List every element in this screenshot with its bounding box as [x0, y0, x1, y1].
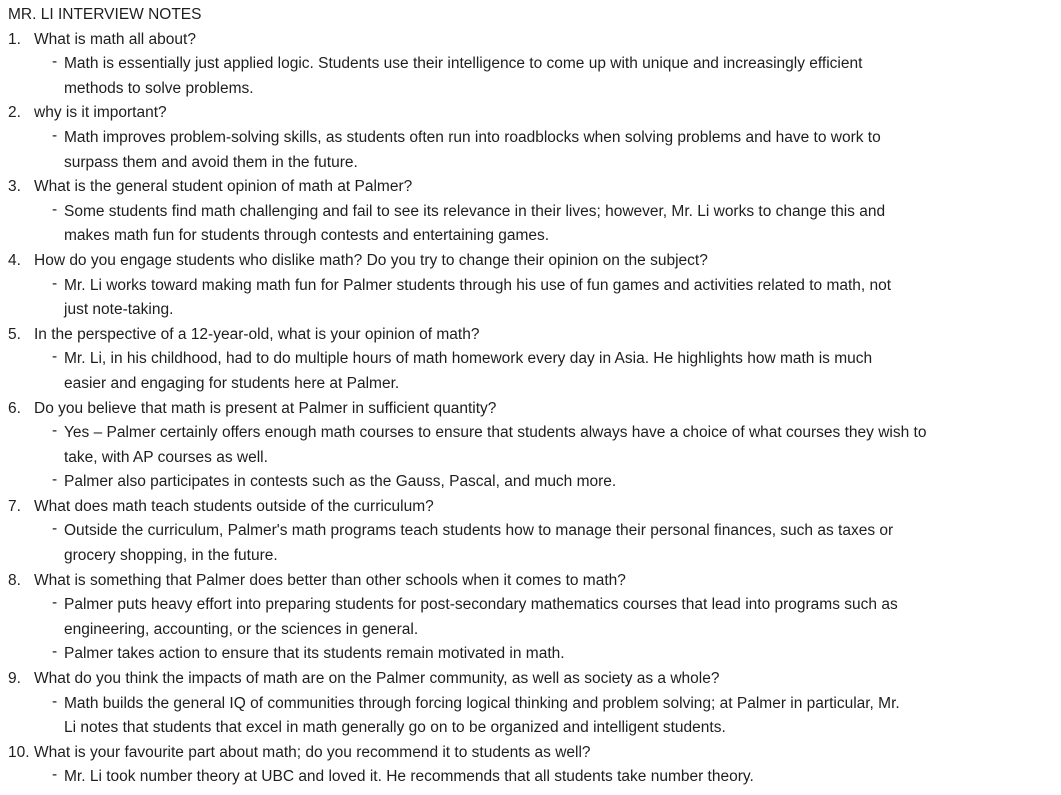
- answer-line: [8, 200, 1061, 225]
- bullet-dash: -: [52, 348, 58, 366]
- answer-line: [8, 765, 1061, 790]
- question-text: What is your favourite part about math; do you recommend it to students as well?: [34, 743, 591, 761]
- answer-text: Palmer puts heavy effort into preparing students for post-secondary mathematics courses that lead into programs such as: [64, 596, 898, 614]
- answer-text: Math builds the general IQ of communities through forcing logical thinking and problem solving; at Palmer in particular, Mr.: [64, 694, 900, 712]
- answer-text: easier and engaging for students here at Palmer.: [64, 374, 400, 392]
- answer-text: makes math fun for students through contests and entertaining games.: [64, 227, 550, 245]
- question-number: 8.: [8, 571, 21, 589]
- answer-line: [8, 372, 1061, 397]
- question-text: How do you engage students who dislike math? Do you try to change their opinion on the subject?: [34, 251, 708, 269]
- bullet-dash: -: [52, 422, 58, 440]
- answer-text: just note-taking.: [64, 301, 174, 319]
- answer-text: methods to solve problems.: [64, 79, 254, 97]
- bullet-dash: -: [52, 643, 58, 661]
- answer-line: [8, 126, 1061, 151]
- answer-text: Math is essentially just applied logic. Students use their intelligence to come up with unique and increasingly efficient: [64, 55, 863, 73]
- question: [8, 495, 1061, 520]
- bullet-dash: -: [52, 520, 58, 538]
- bullet-dash: -: [52, 53, 58, 71]
- answer-line: [8, 224, 1061, 249]
- question-item: [8, 249, 1061, 323]
- answer-line: [8, 298, 1061, 323]
- question: [8, 323, 1061, 348]
- answer-line: [8, 642, 1061, 667]
- answer-text: Mr. Li, in his childhood, had to do multiple hours of math homework every day in Asia. He highlights how math is much: [64, 350, 873, 368]
- answer-text: Yes – Palmer certainly offers enough math courses to ensure that students always have a choice of what courses they wish to: [64, 424, 927, 442]
- question-text: What does math teach students outside of the curriculum?: [34, 497, 434, 515]
- question-list: [8, 28, 1061, 790]
- answer-text: grocery shopping, in the future.: [64, 547, 278, 565]
- bullet-dash: -: [52, 594, 58, 612]
- question-text: What do you think the impacts of math are on the Palmer community, as well as society as a whole?: [34, 670, 720, 688]
- answer-line: [8, 519, 1061, 544]
- bullet-dash: -: [52, 766, 58, 784]
- bullet-dash: -: [52, 200, 58, 218]
- question: [8, 667, 1061, 692]
- answer-text: Palmer takes action to ensure that its students remain motivated in math.: [64, 645, 565, 663]
- answer-text: engineering, accounting, or the sciences in general.: [64, 620, 419, 638]
- question-text: What is math all about?: [34, 30, 196, 48]
- question-number: 7.: [8, 497, 21, 515]
- bullet-dash: -: [52, 692, 58, 710]
- question: [8, 249, 1061, 274]
- answer-text: take, with AP courses as well.: [64, 448, 268, 466]
- question-item: [8, 175, 1061, 249]
- answer-line: [8, 274, 1061, 299]
- answer-line: [8, 52, 1061, 77]
- question: [8, 741, 1061, 766]
- document-title: MR. LI INTERVIEW NOTES: [8, 6, 202, 23]
- answer-line: [8, 347, 1061, 372]
- question: [8, 101, 1061, 126]
- question-number: 4.: [8, 251, 21, 269]
- answer-line: [8, 544, 1061, 569]
- answer-text: Li notes that students that excel in math generally go on to be organized and intelligent students.: [64, 719, 726, 737]
- bullet-dash: -: [52, 274, 58, 292]
- answer-line: [8, 692, 1061, 717]
- question-item: [8, 741, 1061, 790]
- question-text: What is the general student opinion of math at Palmer?: [34, 178, 413, 196]
- question-item: [8, 667, 1061, 741]
- answer-line: [8, 618, 1061, 643]
- question: [8, 569, 1061, 594]
- answer-text: Some students find math challenging and fail to see its relevance in their lives; however, Mr. Li works to change this and: [64, 202, 886, 220]
- answer-line: [8, 446, 1061, 471]
- question-item: [8, 569, 1061, 667]
- question-text: In the perspective of a 12-year-old, what is your opinion of math?: [34, 325, 480, 343]
- question-number: 9.: [8, 670, 21, 688]
- question-item: [8, 101, 1061, 175]
- question: [8, 397, 1061, 422]
- answer-line: [8, 77, 1061, 102]
- question-number: 6.: [8, 399, 21, 417]
- answer-line: [8, 151, 1061, 176]
- question-text: Do you believe that math is present at Palmer in sufficient quantity?: [34, 399, 497, 417]
- answer-line: [8, 421, 1061, 446]
- question-text: What is something that Palmer does better than other schools when it comes to math?: [34, 571, 626, 589]
- bullet-dash: -: [52, 471, 58, 489]
- answer-line: [8, 593, 1061, 618]
- question-number: 10.: [8, 743, 30, 761]
- answer-text: surpass them and avoid them in the future.: [64, 153, 358, 171]
- answer-text: Outside the curriculum, Palmer's math programs teach students how to manage their personal finances, such as taxes or: [64, 522, 894, 540]
- question-number: 2.: [8, 104, 21, 122]
- question: [8, 175, 1061, 200]
- answer-text: Palmer also participates in contests such as the Gauss, Pascal, and much more.: [64, 473, 617, 491]
- answer-line: [8, 716, 1061, 741]
- answer-text: Math improves problem-solving skills, as students often run into roadblocks when solving problems and have to work to: [64, 128, 881, 146]
- answer-text: Mr. Li works toward making math fun for Palmer students through his use of fun games and activities related to math, not: [64, 276, 892, 294]
- question-number: 5.: [8, 325, 21, 343]
- question-number: 3.: [8, 178, 21, 196]
- question-number: 1.: [8, 30, 21, 48]
- question-item: [8, 28, 1061, 102]
- bullet-dash: -: [52, 126, 58, 144]
- question-text: why is it important?: [34, 104, 167, 122]
- question-item: [8, 397, 1061, 495]
- question-item: [8, 323, 1061, 397]
- question: [8, 28, 1061, 53]
- question-item: [8, 495, 1061, 569]
- answer-line: [8, 470, 1061, 495]
- answer-text: Mr. Li took number theory at UBC and loved it. He recommends that all students take number theory.: [64, 768, 754, 786]
